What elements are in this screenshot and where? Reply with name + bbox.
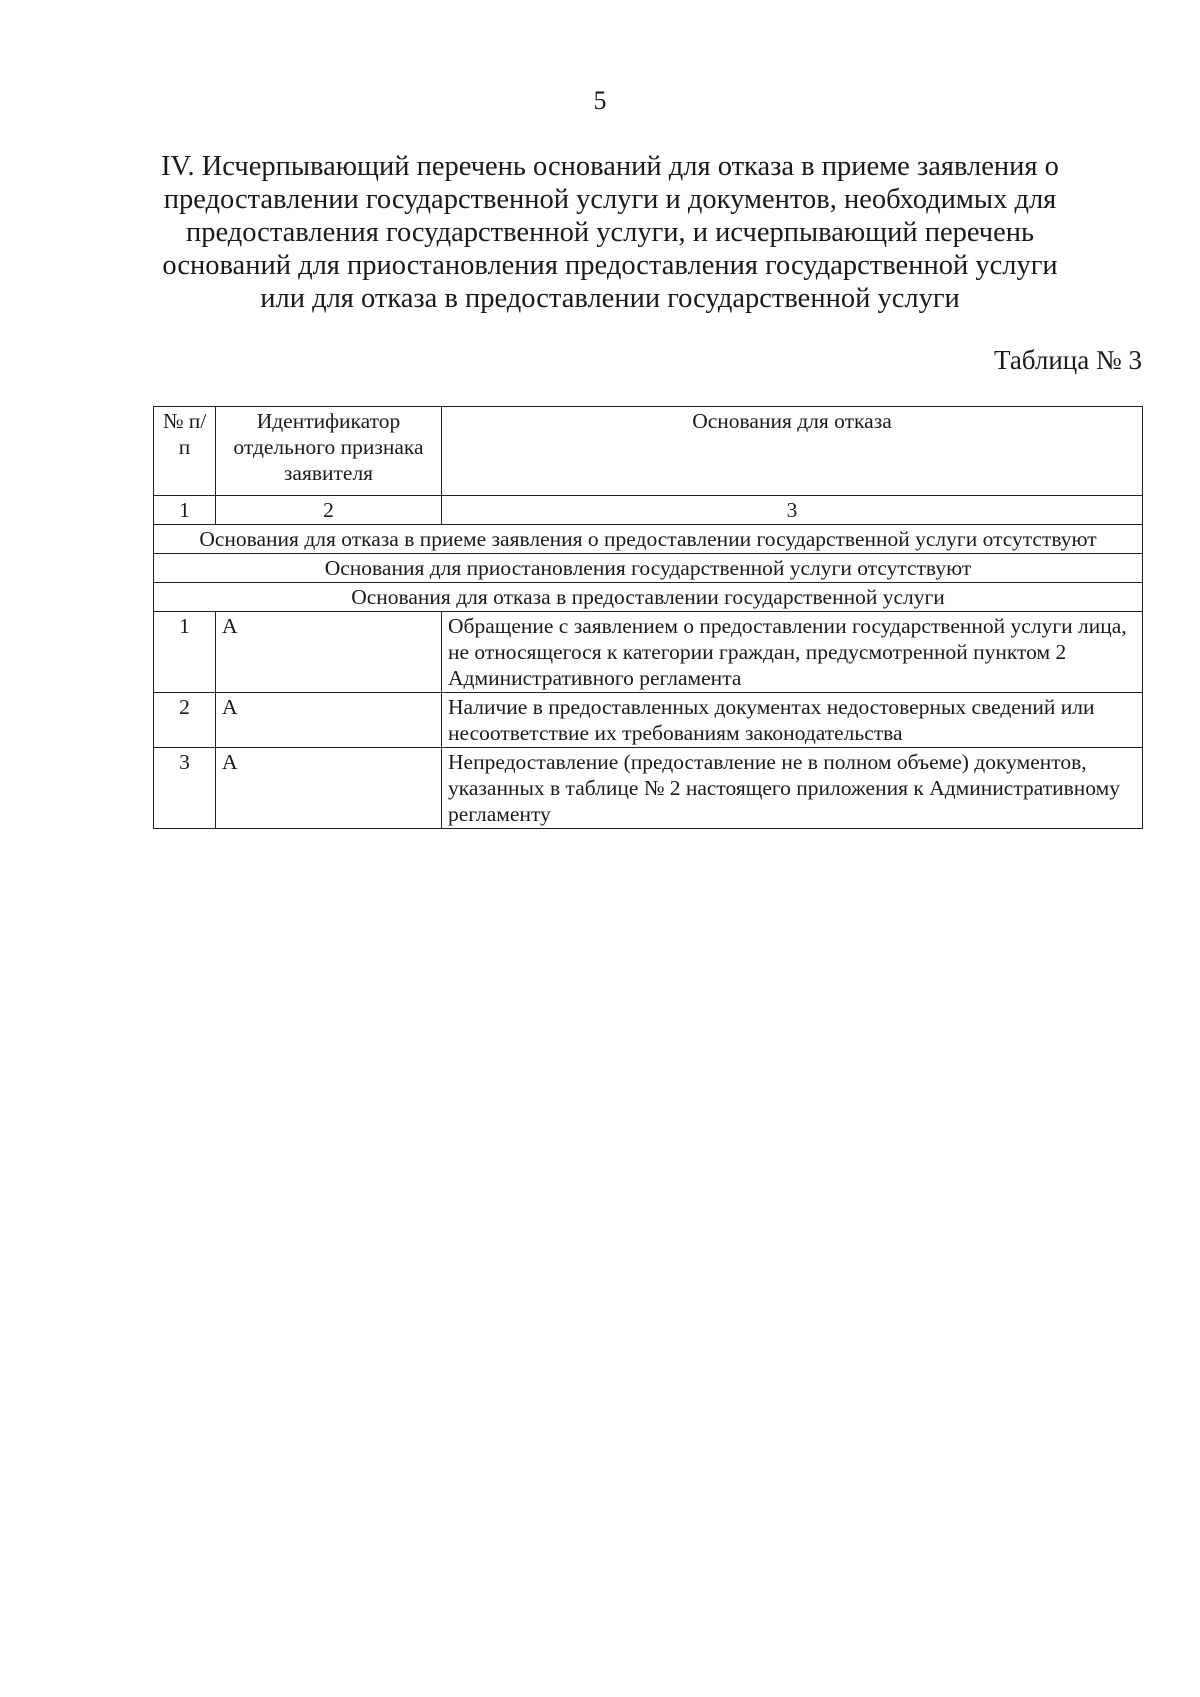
header-reasons: Основания для отказа bbox=[442, 407, 1143, 496]
row-reason: Наличие в предоставленных документах недостоверных сведений или несоответствие их требованиям законодательства bbox=[442, 693, 1143, 748]
column-number-3: 3 bbox=[442, 496, 1143, 525]
section-refusal-provision: Основания для отказа в предоставлении государственной услуги bbox=[154, 583, 1143, 612]
section-row-refusal-acceptance bbox=[154, 525, 1143, 554]
row-identifier: А bbox=[216, 693, 442, 748]
table-row bbox=[154, 612, 1143, 693]
section-row-suspension bbox=[154, 554, 1143, 583]
section-suspension: Основания для приостановления государственной услуги отсутствуют bbox=[154, 554, 1143, 583]
row-reason: Непредоставление (предоставление не в полном объеме) документов, указанных в таблице № 2 настоящего приложения к Административному регламенту bbox=[442, 748, 1143, 829]
table-header-row bbox=[154, 407, 1143, 496]
section-refusal-acceptance: Основания для отказа в приеме заявления о предоставлении государственной услуги отсутствуют bbox=[154, 525, 1143, 554]
column-number-2: 2 bbox=[216, 496, 442, 525]
page-number: 5 bbox=[593, 86, 607, 115]
row-identifier: А bbox=[216, 748, 442, 829]
table-label: Таблица № 3 bbox=[994, 345, 1142, 375]
row-identifier: А bbox=[216, 612, 442, 693]
row-num: 3 bbox=[154, 748, 216, 829]
section-heading: IV. Исчерпывающий перечень оснований для отказа в приеме заявления о предоставлении государственной услуги и документов, необходимых для предоставления государственной услуги, и исчерпывающий перечень оснований для приостановления предоставления государственной услуги или для отказа в предоставлении государственной услуги bbox=[161, 151, 1059, 314]
header-identifier: Идентификатор отдельного признака заявителя bbox=[216, 407, 442, 496]
row-num: 1 bbox=[154, 612, 216, 693]
row-reason: Обращение с заявлением о предоставлении государственной услуги лица, не относящегося к категории граждан, предусмотренной пунктом 2 Административного регламента bbox=[442, 612, 1143, 693]
table-row bbox=[154, 693, 1143, 748]
table-row bbox=[154, 748, 1143, 829]
section-row-refusal-provision bbox=[154, 583, 1143, 612]
column-number-row bbox=[154, 496, 1143, 525]
column-number-1: 1 bbox=[154, 496, 216, 525]
header-num: № п/п bbox=[154, 407, 216, 496]
row-num: 2 bbox=[154, 693, 216, 748]
refusal-grounds-table bbox=[153, 406, 1143, 829]
